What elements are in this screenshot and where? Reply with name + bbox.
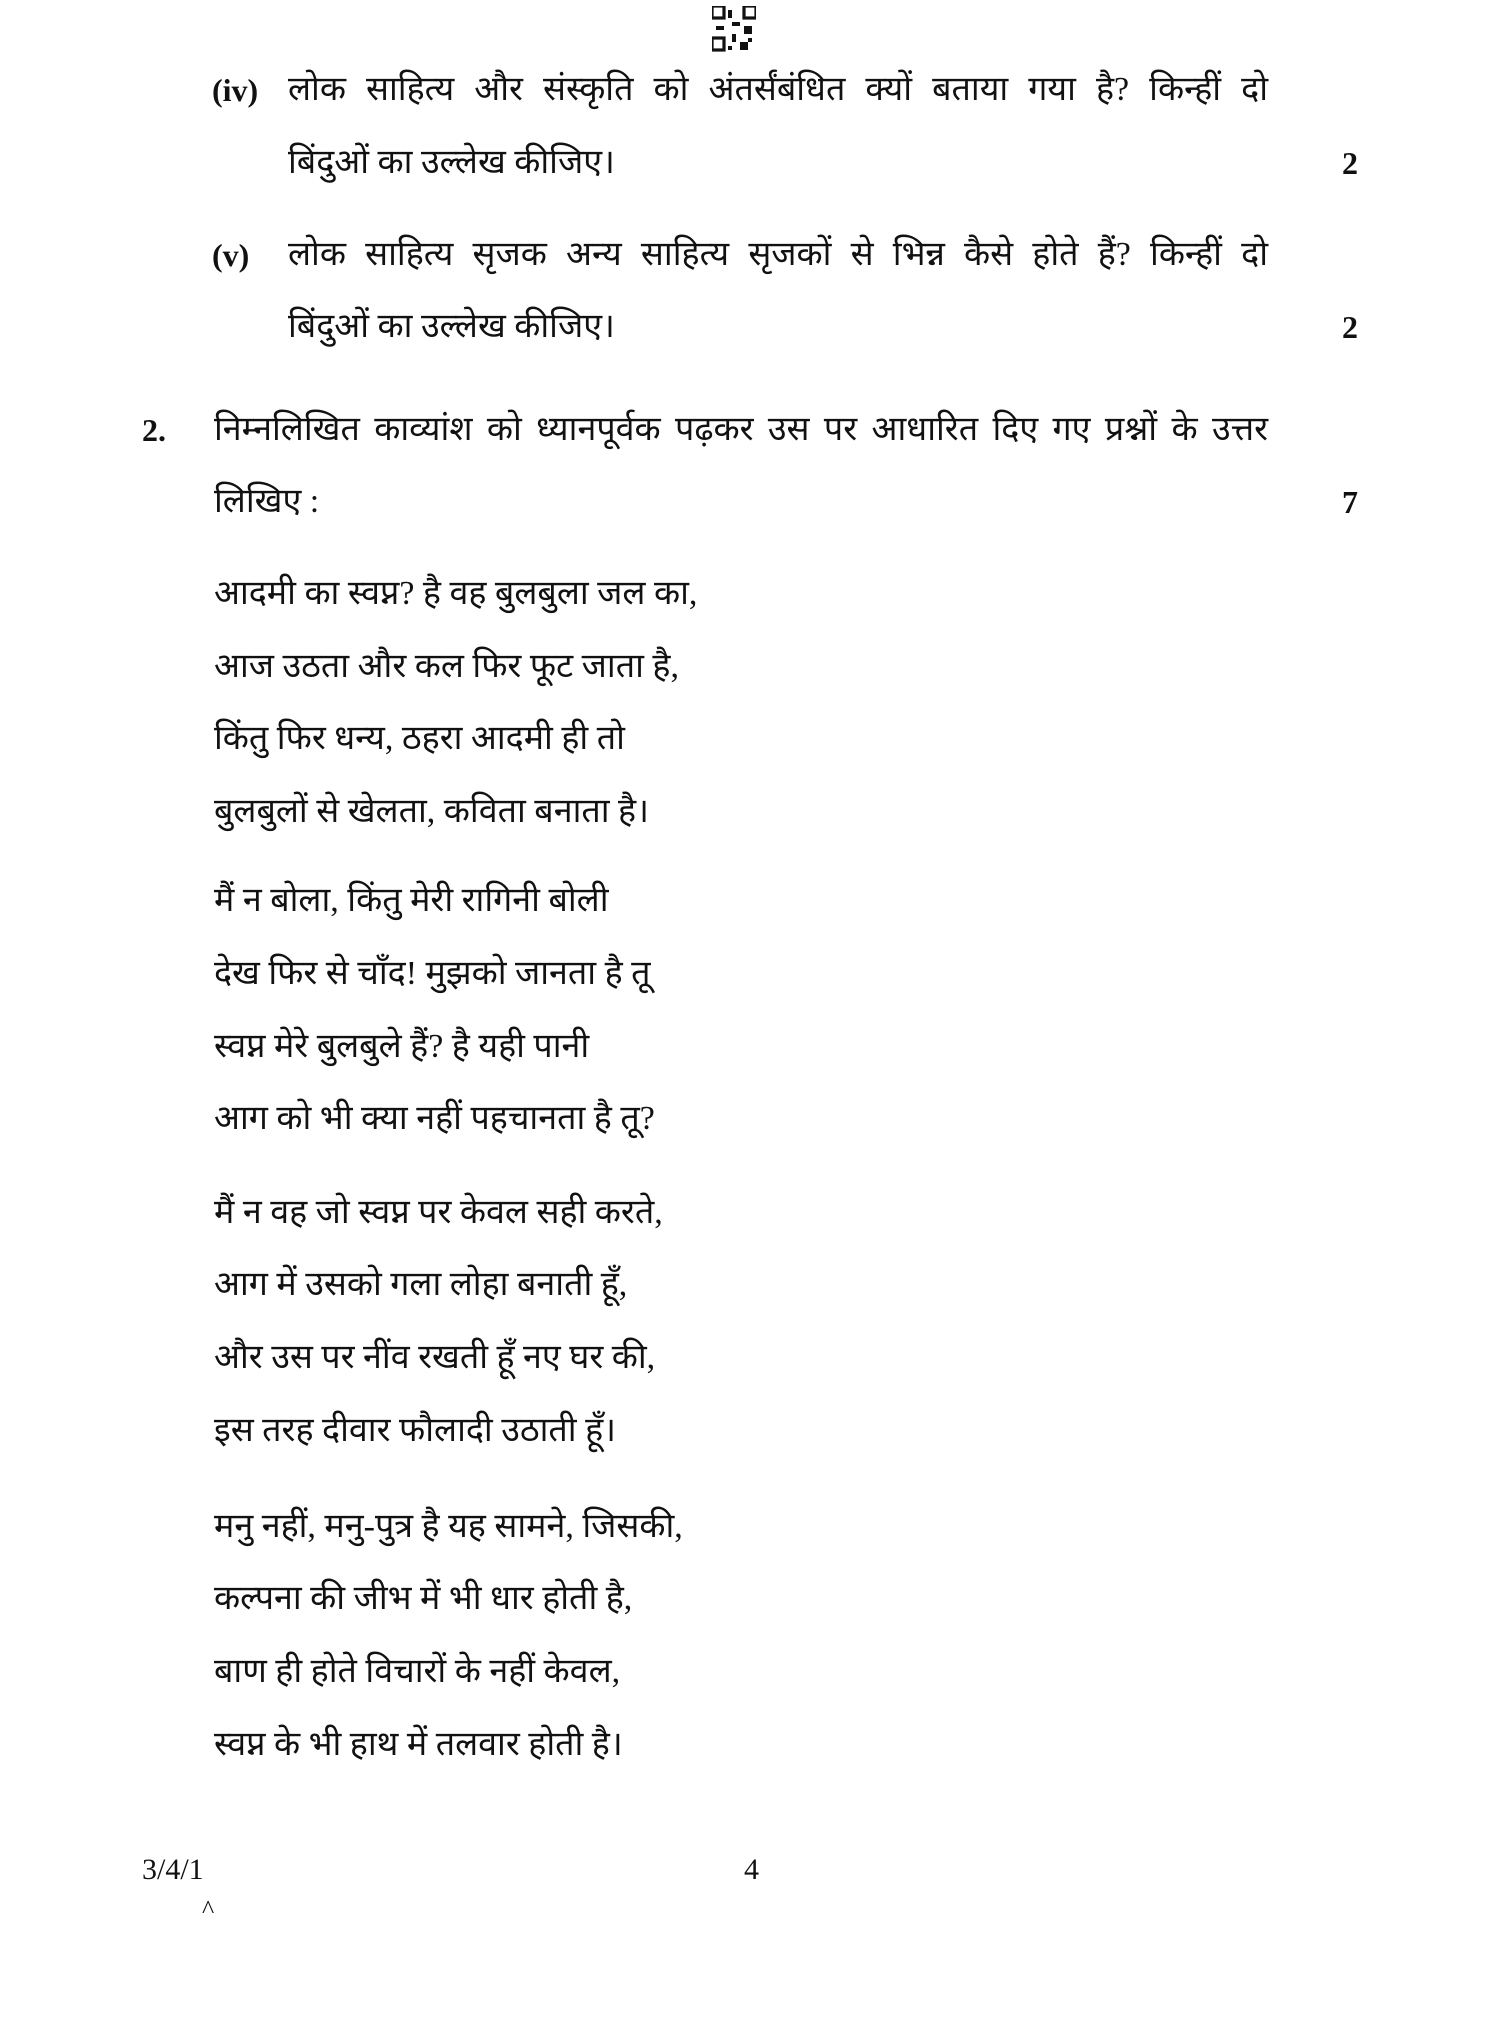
poem-line: आदमी का स्वप्न? है वह बुलबुला जल का, [214,575,698,612]
poem-line: देख फिर से चाँद! मुझको जानता है तू [214,955,651,992]
poem-line: आग को भी क्या नहीं पहचानता है तू? [214,1100,655,1137]
poem-line: आग में उसको गला लोहा बनाती हूँ, [214,1266,628,1303]
poem-line: मैं न बोला, किंतु मेरी रागिनी बोली [214,882,609,919]
qr-code [712,6,756,54]
poem-line: बाण ही होते विचारों के नहीं केवल, [214,1653,621,1690]
question-v-text-line2: बिंदुओं का उल्लेख कीजिए। [288,308,615,345]
question-iv-text-line1: लोक साहित्य और संस्कृति को अंतर्संबंधित क्यों बताया गया है? किन्हीं दो [288,71,1268,108]
question-v-marks: 2 [1342,309,1358,345]
question-2-text-line2: लिखिए : [214,483,320,520]
question-2-marks: 7 [1342,484,1358,520]
poem-line: मनु नहीं, मनु-पुत्र है यह सामने, जिसकी, [214,1508,683,1545]
poem-line: कल्पना की जीभ में भी धार होती है, [214,1580,633,1617]
question-v-text-line1: लोक साहित्य सृजक अन्य साहित्य सृजकों से भिन्न कैसे होते हैं? किन्हीं दो [288,236,1268,273]
poem-line: स्वप्न मेरे बुलबुले हैं? है यही पानी [214,1028,590,1065]
poem-line: मैं न वह जो स्वप्न पर केवल सही करते, [214,1194,663,1231]
question-2-label: 2. [142,412,166,448]
paper-code: 3/4/1 [142,1853,204,1886]
poem-line: और उस पर नींव रखती हूँ नए घर की, [214,1339,656,1376]
poem-line: किंतु फिर धन्य, ठहरा आदमी ही तो [214,720,625,757]
question-iv-marks: 2 [1342,145,1358,181]
poem-line: इस तरह दीवार फौलादी उठाती हूँ। [214,1412,617,1449]
page-number: 4 [744,1853,759,1886]
caret-mark: ^ [202,1895,215,1924]
question-2-text-line1: निम्नलिखित काव्यांश को ध्यानपूर्वक पढ़कर उस पर आधारित दिए गए प्रश्नों के उत्तर [214,411,1268,448]
poem-line: स्वप्न के भी हाथ में तलवार होती है। [214,1726,623,1763]
poem-line: आज उठता और कल फिर फूट जाता है, [214,648,679,685]
poem-line: बुलबुलों से खेलता, कविता बनाता है। [214,793,649,830]
question-label-v: (v) [212,237,250,273]
question-iv-text-line2: बिंदुओं का उल्लेख कीजिए। [288,144,615,181]
question-label-iv: (iv) [212,72,259,108]
